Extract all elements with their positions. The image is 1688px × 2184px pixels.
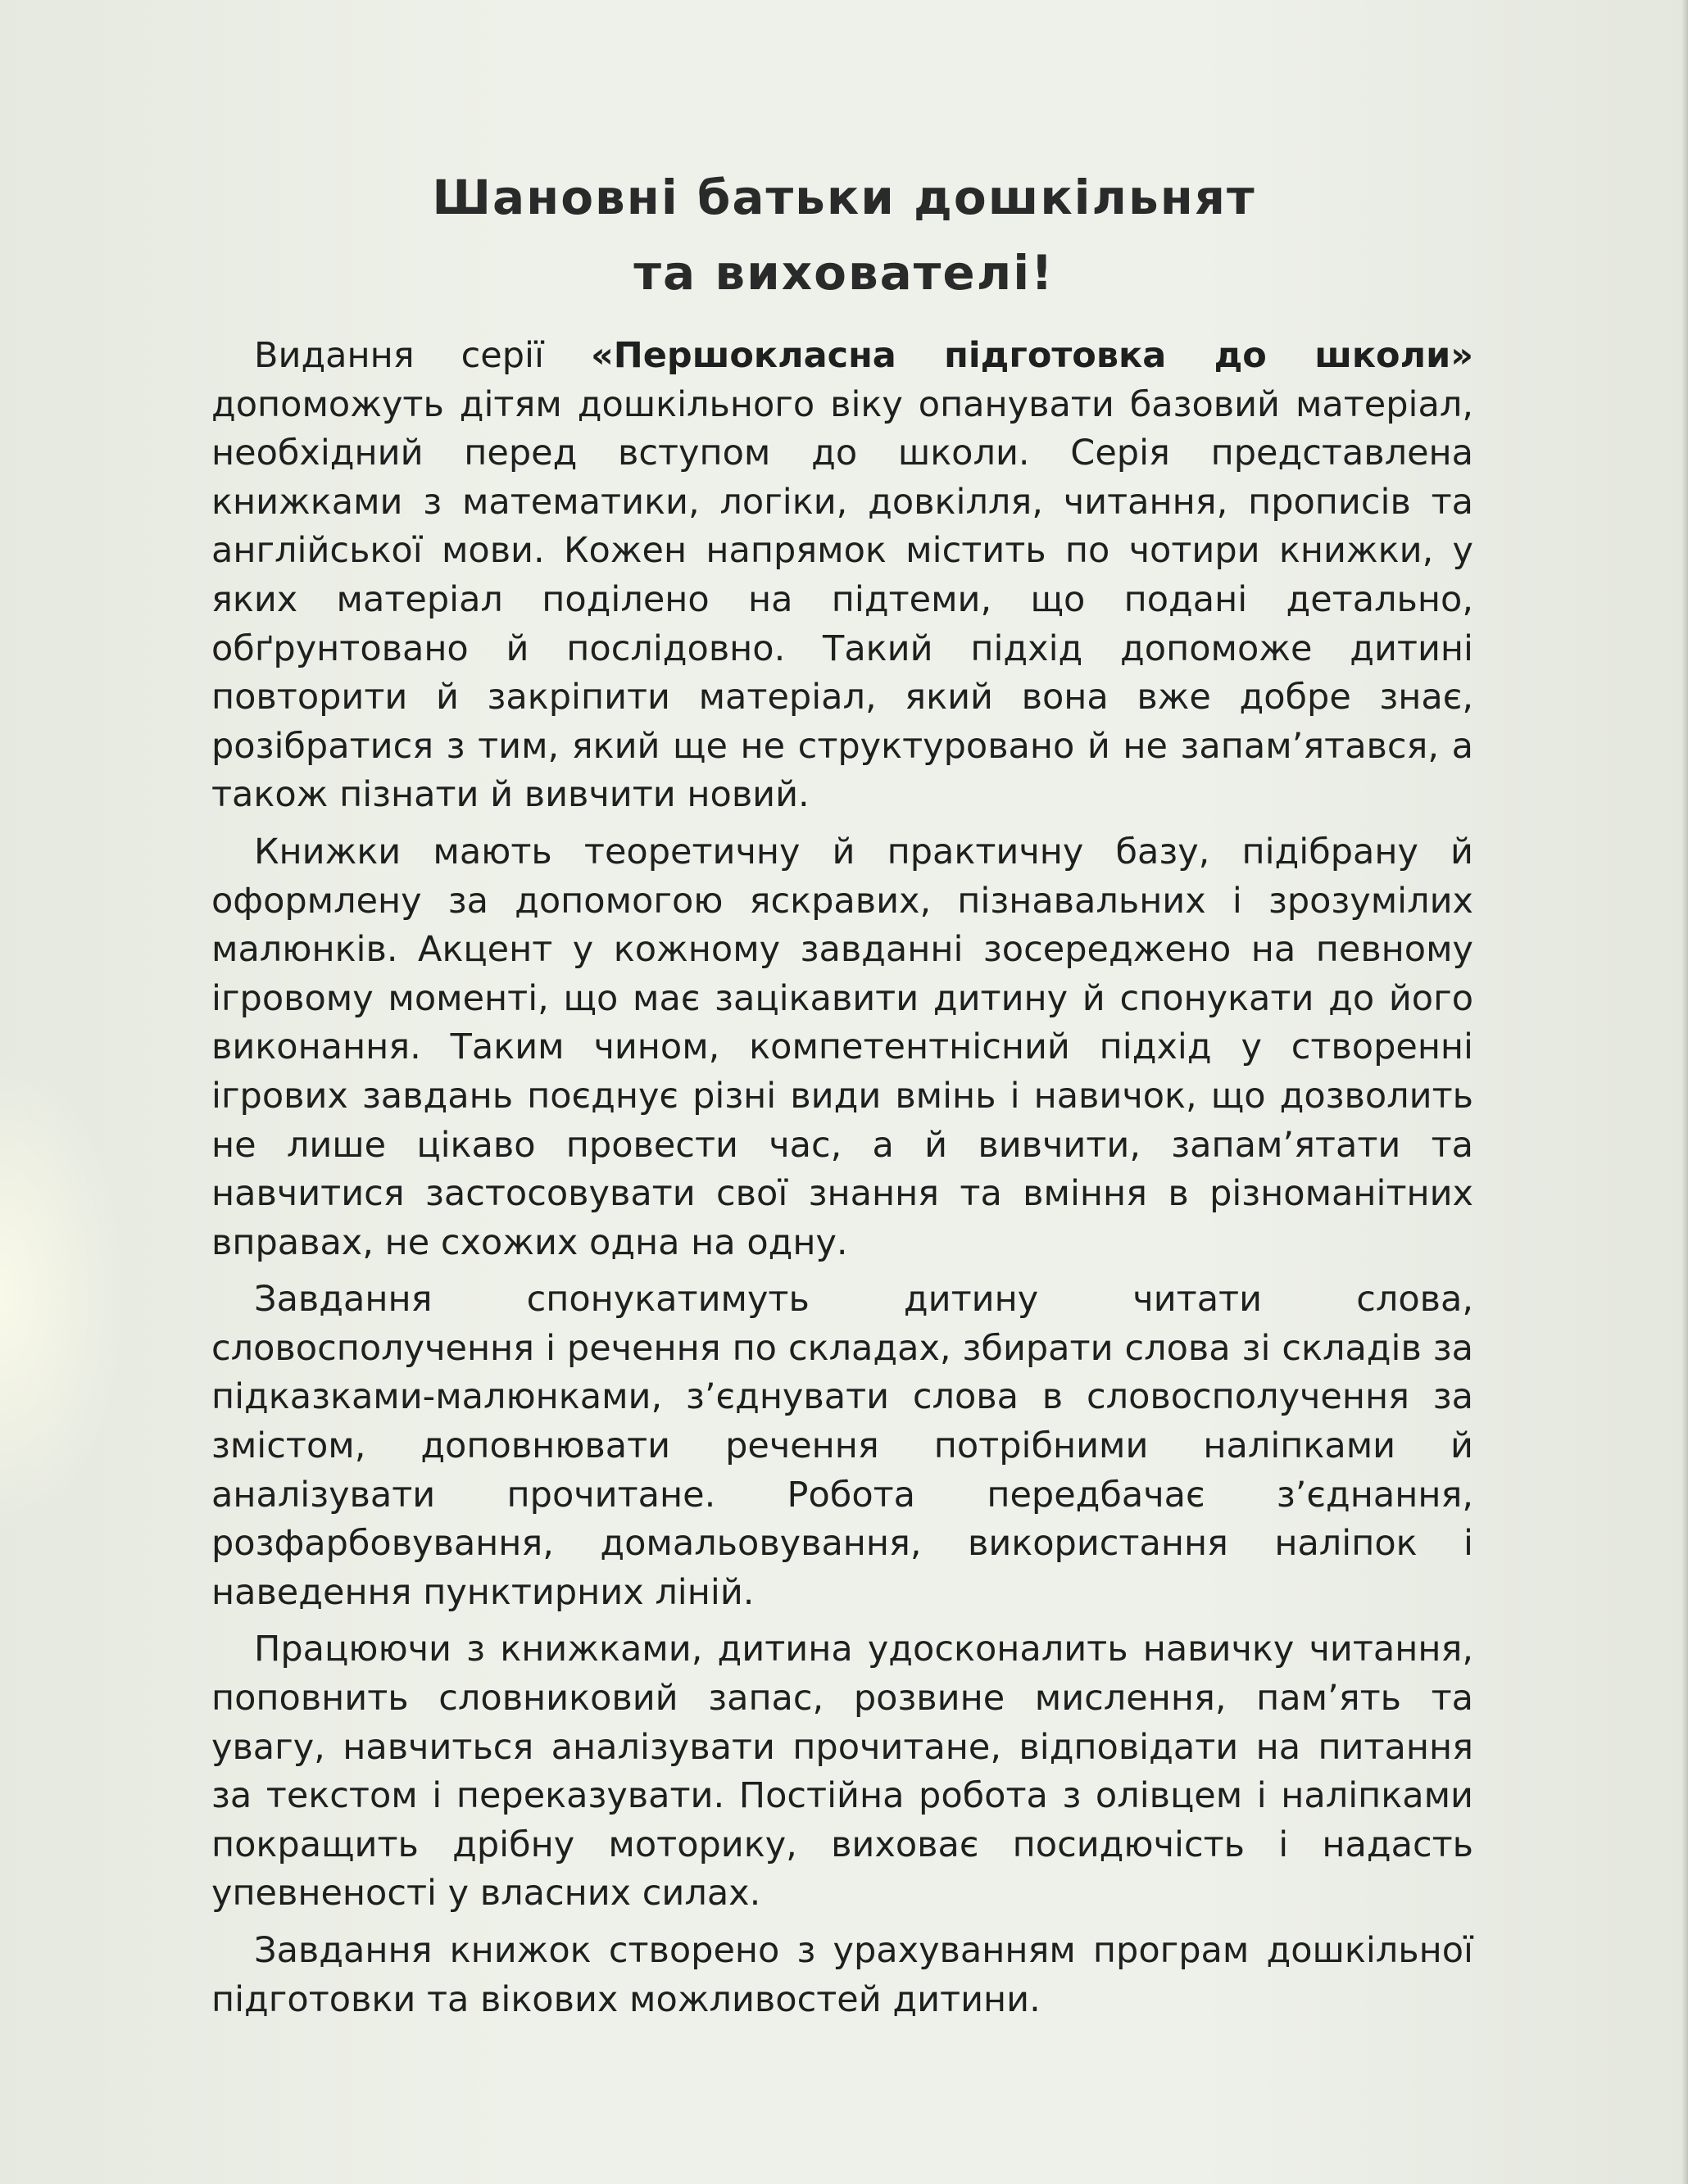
- paragraph-program: Завдання книжок створено з урахуванням програм дошкільної підготовки та вікових можливостей дитини.: [211, 1930, 1473, 2020]
- page-edge-shadow: [1681, 0, 1688, 2184]
- paragraph-series-intro: [211, 332, 1473, 820]
- title-line-2: та вихователі!: [633, 245, 1055, 301]
- series-name: «Першокласна підготовка до школи»: [591, 335, 1473, 376]
- paragraph-tasks: Завдання спонукатимуть дитину читати слова, словосполучення і речення по складах, збирати слова зі складів за підказками-малюнками, з’єднувати слова в словосполучення за змістом, доповнювати речення потрібними наліпками й аналізувати прочитане. Робота передбачає з’єднання, розфарбовування, домальовування, використання наліпок і наведення пунктирних ліній.: [211, 1279, 1473, 1613]
- paragraph-books-basis: Книжки мають теоретичну й практичну базу, підібрану й оформлену за допомогою яскравих, пізнавальних і зрозумілих малюнків. Акцент у кожному завданні зосереджено на певному ігровому моменті, що має зацікавити дитину й спонукати до його виконання. Таким чином, компетентнісний підхід у створенні ігрових завдань поєднує різні види вмінь і навичок, що дозволить не лише цікаво провести час, а й вивчити, запам’ятати та навчитися застосовувати свої знання та вміння в різноманітних вправах, не схожих одна на одну.: [211, 831, 1473, 1263]
- body-text: [211, 332, 1473, 2032]
- title-line-1: Шановні батьки дошкільнят: [432, 170, 1256, 225]
- paragraph-skills: Працюючи з книжками, дитина удосконалить навичку читання, поповнить словниковий запас, розвине мислення, пам’ять та увагу, навчиться аналізувати прочитане, відповідати на питання за текстом і переказувати. Постійна робота з олівцем і наліпками покращить дрібну моторику, виховає посидючість і надасть упевненості у власних силах.: [211, 1629, 1473, 1914]
- paragraph-1-start: Видання серії: [254, 335, 591, 376]
- paragraph-1-rest: допоможуть дітям дошкільного віку опанувати базовий матеріал, необхідний перед вступом до школи. Серія представлена книжками з математики, логіки, довкілля, читання, прописів та англійської мови. Кожен напрямок містить по чотири книжки, у яких матеріал поділено на підтеми, що подані детально, обґрунтовано й послідовно. Такий підхід допоможе дитині повторити й закріпити матеріал, який вона вже добре знає, розібратися з тим, який ще не структуровано й не запам’ятався, а також пізнати й вивчити новий.: [211, 383, 1473, 816]
- page-title: [0, 160, 1688, 310]
